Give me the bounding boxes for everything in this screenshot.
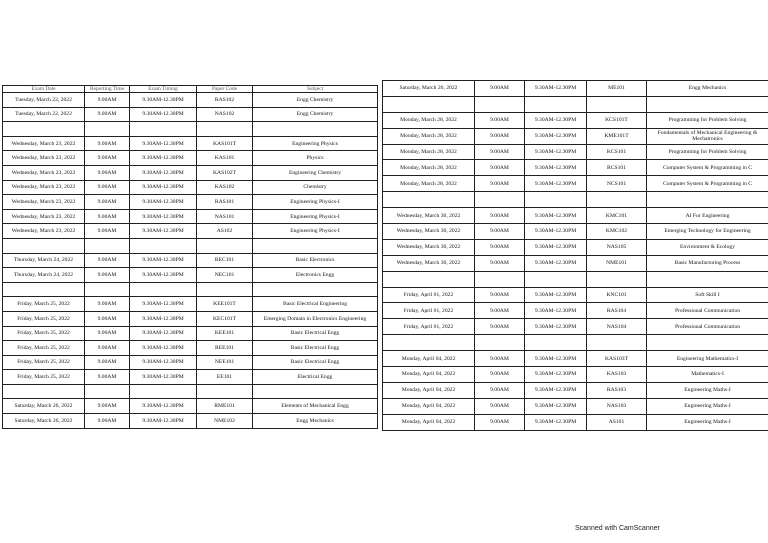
exam-timing-cell: 9.30AM-12.30PM [130,107,197,122]
exam-date-cell: Wednesday, March 23, 2022 [3,180,85,195]
paper-code-cell [587,96,647,112]
reporting-time-cell: 9.00AM [475,208,525,224]
exam-timing-cell [525,96,587,112]
subject-cell: Physics [253,151,378,166]
exam-timing-cell: 9.30AM-12.30PM [525,367,587,383]
exam-timing-cell: 9.30AM-12.30PM [525,255,587,271]
paper-code-cell: RAS101 [197,195,253,210]
table-row [3,414,378,429]
exam-date-cell: Wednesday, March 23, 2022 [3,209,85,224]
exam-timing-cell: 9.30AM-12.30PM [525,239,587,255]
subject-cell: Engineering Mathematics-I [647,351,768,367]
paper-code-cell: KCS101 [587,144,647,160]
paper-code-cell [197,122,253,137]
reporting-time-cell: 9.00AM [475,239,525,255]
table-row [383,255,768,271]
table-row [3,370,378,385]
exam-date-cell: Monday, March 28, 2022 [383,144,475,160]
exam-timing-cell: 9.30AM-12.30PM [525,160,587,176]
paper-code-cell: NAS103 [587,398,647,414]
table-row [383,81,768,97]
subject-cell: Engineering Chemistry [253,165,378,180]
table-row [383,351,768,367]
reporting-time-cell: 9.00AM [85,341,130,356]
table-row [3,311,378,326]
subject-cell [647,335,768,351]
subject-cell: Professional Communication [647,303,768,319]
paper-code-cell: KME101T [587,128,647,144]
table-row [3,355,378,370]
exam-timing-cell [525,192,587,208]
paper-code-cell: KAS102 [197,180,253,195]
exam-date-cell: Monday, April 04, 2022 [383,382,475,398]
exam-timing-cell: 9.30AM-12.30PM [130,311,197,326]
reporting-time-cell: 9.00AM [85,297,130,312]
exam-date-cell: Monday, March 28, 2022 [383,160,475,176]
exam-timing-cell: 9.30AM-12.30PM [525,303,587,319]
exam-timing-cell: 9.30AM-12.30PM [130,341,197,356]
exam-date-cell: Wednesday, March 30, 2022 [383,224,475,240]
reporting-time-cell: 9.00AM [85,107,130,122]
exam-date-cell: Friday, March 25, 2022 [3,326,85,341]
exam-date-cell [383,271,475,287]
table-row [3,209,378,224]
table-row [383,208,768,224]
subject-cell: Electronics Engg [253,268,378,283]
exam-timing-cell [130,384,197,399]
subject-cell [253,384,378,399]
table-row [383,367,768,383]
reporting-time-cell [475,271,525,287]
paper-code-cell: KAS103 [587,367,647,383]
paper-code-cell: RAS104 [587,303,647,319]
exam-date-cell: Friday, March 25, 2022 [3,311,85,326]
table-row [383,112,768,128]
subject-cell: Elements of Mechanical Engg [253,399,378,414]
exam-date-cell: Wednesday, March 23, 2022 [3,195,85,210]
subject-cell: Basic Electrical Engineering [253,297,378,312]
exam-date-cell: Thursday, March 24, 2022 [3,268,85,283]
exam-date-cell [3,282,85,297]
exam-date-cell [383,335,475,351]
subject-cell [253,122,378,137]
paper-code-cell: KAS101T [197,136,253,151]
subject-cell: Chemistry [253,180,378,195]
reporting-time-cell [475,192,525,208]
exam-date-cell: Wednesday, March 23, 2022 [3,136,85,151]
table-row [3,224,378,239]
subject-cell: Basic Electronics [253,253,378,268]
table-row [383,335,768,351]
subject-cell: Engg Chemistry [253,93,378,108]
exam-date-cell: Wednesday, March 23, 2022 [3,224,85,239]
subject-cell [253,238,378,253]
table-row [3,384,378,399]
exam-timing-cell: 9.30AM-12.30PM [130,268,197,283]
reporting-time-cell: 9.00AM [85,180,130,195]
reporting-time-cell: 9.00AM [85,165,130,180]
table-row [3,165,378,180]
paper-code-cell: KNC101 [587,287,647,303]
table-row [3,253,378,268]
subject-cell: Fundamentals of Mechanical Engineering & Mechatronics [647,128,768,144]
subject-cell [253,282,378,297]
table-row [383,319,768,335]
paper-code-cell: NAS105 [587,239,647,255]
exam-date-cell: Wednesday, March 30, 2022 [383,255,475,271]
table-row [383,271,768,287]
subject-cell: Computer System & Programming in C [647,176,768,192]
paper-code-cell: KAS102T [197,165,253,180]
table-header-row [3,86,378,93]
column-header: Exam Timing [130,86,197,93]
table-row [3,238,378,253]
subject-cell: Environment & Ecology [647,239,768,255]
exam-timing-cell: 9.30AM-12.30PM [525,112,587,128]
exam-timing-cell: 9.30AM-12.30PM [130,414,197,429]
exam-timing-cell: 9.30AM-12.30PM [525,414,587,430]
exam-timing-cell: 9.30AM-12.30PM [130,370,197,385]
subject-cell: Programming for Problem Solving [647,112,768,128]
subject-cell: Engineering Maths-I [647,414,768,430]
paper-code-cell: KEE101T [197,297,253,312]
paper-code-cell: RAS102 [197,93,253,108]
reporting-time-cell: 9.00AM [475,144,525,160]
table-row [3,195,378,210]
exam-timing-cell: 9.30AM-12.30PM [130,253,197,268]
exam-date-cell: Friday, April 01, 2022 [383,287,475,303]
subject-cell: Basic Electrical Engg [253,341,378,356]
table-row [383,414,768,430]
subject-cell: Engg Chemistry [253,107,378,122]
exam-date-cell [3,384,85,399]
reporting-time-cell: 9.00AM [475,287,525,303]
subject-cell: Emerging Domain in Electronics Engineering [253,311,378,326]
reporting-time-cell: 9.00AM [475,176,525,192]
table-row [383,224,768,240]
paper-code-cell [587,192,647,208]
exam-timing-cell: 9.30AM-12.30PM [130,399,197,414]
exam-timing-cell: 9.30AM-12.30PM [130,93,197,108]
reporting-time-cell: 9.00AM [475,414,525,430]
exam-timing-cell: 9.30AM-12.30PM [525,319,587,335]
exam-date-cell: Saturday, March 26, 2022 [383,81,475,97]
subject-cell: Basic Electrical Engg [253,355,378,370]
reporting-time-cell: 9.00AM [85,209,130,224]
reporting-time-cell: 9.00AM [85,326,130,341]
paper-code-cell: RME101 [197,399,253,414]
exam-timing-cell: 9.30AM-12.30PM [525,208,587,224]
table-row [3,268,378,283]
exam-timing-cell: 9.30AM-12.30PM [525,382,587,398]
table-row [383,287,768,303]
exam-timing-cell [525,271,587,287]
exam-date-cell: Saturday, March 26, 2022 [3,399,85,414]
exam-timing-cell: 9.30AM-12.30PM [130,297,197,312]
paper-code-cell: NME101 [587,255,647,271]
reporting-time-cell: 9.00AM [475,319,525,335]
exam-date-cell: Friday, March 25, 2022 [3,355,85,370]
table-row [3,93,378,108]
reporting-time-cell: 9.00AM [85,136,130,151]
exam-timing-cell [130,122,197,137]
reporting-time-cell: 9.00AM [85,93,130,108]
exam-timing-cell [130,238,197,253]
exam-date-cell: Monday, April 04, 2022 [383,367,475,383]
exam-timing-cell: 9.30AM-12.30PM [525,398,587,414]
exam-date-cell: Tuesday, March 22, 2022 [3,107,85,122]
table-row [383,382,768,398]
exam-timing-cell [130,282,197,297]
reporting-time-cell: 9.00AM [475,112,525,128]
paper-code-cell: RAS103 [587,382,647,398]
reporting-time-cell: 9.00AM [475,160,525,176]
subject-cell: Engg Mechanics [647,81,768,97]
exam-schedule-right-table [382,80,768,431]
exam-date-cell: Monday, March 28, 2022 [383,112,475,128]
exam-date-cell: Friday, April 01, 2022 [383,303,475,319]
reporting-time-cell: 9.00AM [85,311,130,326]
exam-timing-cell: 9.30AM-12.30PM [525,224,587,240]
reporting-time-cell: 9.00AM [85,355,130,370]
reporting-time-cell: 9.00AM [475,255,525,271]
reporting-time-cell: 9.00AM [85,195,130,210]
exam-timing-cell: 9.30AM-12.30PM [130,180,197,195]
reporting-time-cell [475,96,525,112]
subject-cell: Soft Skill I [647,287,768,303]
subject-cell: Mathematics-I [647,367,768,383]
subject-cell: AI For Engineering [647,208,768,224]
exam-timing-cell: 9.30AM-12.30PM [130,224,197,239]
exam-timing-cell: 9.30AM-12.30PM [130,209,197,224]
table-row [383,303,768,319]
subject-cell: Engineering Maths-I [647,398,768,414]
exam-date-cell: Monday, April 04, 2022 [383,414,475,430]
subject-cell: Engineering Physics-I [253,224,378,239]
exam-date-cell: Friday, March 25, 2022 [3,297,85,312]
column-header: Subject [253,86,378,93]
column-header: Reporting Time [85,86,130,93]
exam-date-cell [3,238,85,253]
table-row [3,136,378,151]
paper-code-cell: NEE101 [197,355,253,370]
subject-cell [647,271,768,287]
exam-timing-cell: 9.30AM-12.30PM [130,355,197,370]
table-row [383,160,768,176]
exam-date-cell: Wednesday, March 23, 2022 [3,165,85,180]
paper-code-cell: EE101 [197,370,253,385]
paper-code-cell: REE101 [197,341,253,356]
reporting-time-cell: 9.00AM [475,81,525,97]
table-row [383,192,768,208]
paper-code-cell: NCS101 [587,176,647,192]
exam-timing-cell: 9.30AM-12.30PM [130,195,197,210]
reporting-time-cell: 9.00AM [475,367,525,383]
exam-timing-cell: 9.30AM-12.30PM [525,351,587,367]
subject-cell: Engineering Maths-I [647,382,768,398]
table-row [383,239,768,255]
paper-code-cell: ME101 [587,81,647,97]
reporting-time-cell: 9.00AM [475,224,525,240]
table-row [383,96,768,112]
subject-cell: Basic Electrical Engg [253,326,378,341]
column-header: Exam Date [3,86,85,93]
exam-date-cell: Monday, March 28, 2022 [383,128,475,144]
subject-cell: Engineering Physics [253,136,378,151]
column-header: Paper Code [197,86,253,93]
exam-date-cell: Friday, March 25, 2022 [3,370,85,385]
paper-code-cell [197,282,253,297]
reporting-time-cell: 9.00AM [85,268,130,283]
reporting-time-cell: 9.00AM [85,253,130,268]
reporting-time-cell: 9.00AM [85,399,130,414]
paper-code-cell: KCS101T [587,112,647,128]
table-row [383,398,768,414]
exam-date-cell: Saturday, March 26, 2022 [3,414,85,429]
exam-date-cell [3,122,85,137]
exam-schedule-left-table [2,85,378,429]
subject-cell: Engineering Physics-I [253,195,378,210]
subject-cell: Programming for Problem Solving [647,144,768,160]
subject-cell: Emerging Technology for Engineering [647,224,768,240]
reporting-time-cell [85,122,130,137]
exam-date-cell [383,96,475,112]
paper-code-cell: NEC101 [197,268,253,283]
exam-date-cell: Tuesday, March 22, 2022 [3,93,85,108]
table-row [3,297,378,312]
exam-date-cell: Monday, April 04, 2022 [383,398,475,414]
exam-timing-cell [525,335,587,351]
reporting-time-cell: 9.00AM [85,151,130,166]
paper-code-cell: NME102 [197,414,253,429]
exam-date-cell: Wednesday, March 30, 2022 [383,239,475,255]
exam-timing-cell: 9.30AM-12.30PM [130,326,197,341]
reporting-time-cell: 9.00AM [475,351,525,367]
exam-date-cell [383,192,475,208]
camscanner-watermark: Scanned with CamScanner [575,525,660,532]
exam-date-cell: Thursday, March 24, 2022 [3,253,85,268]
table-row [3,151,378,166]
exam-date-cell: Wednesday, March 30, 2022 [383,208,475,224]
table-row [383,176,768,192]
subject-cell: Engg Mechanics [253,414,378,429]
exam-timing-cell: 9.30AM-12.30PM [525,144,587,160]
table-row [3,180,378,195]
paper-code-cell: KMC102 [587,224,647,240]
subject-cell: Computer System & Programming in C [647,160,768,176]
subject-cell [647,96,768,112]
reporting-time-cell: 9.00AM [475,382,525,398]
paper-code-cell: KMC101 [587,208,647,224]
exam-date-cell: Wednesday, March 23, 2022 [3,151,85,166]
paper-code-cell: KAS101 [197,151,253,166]
subject-cell: Electrical Engg [253,370,378,385]
exam-date-cell: Friday, April 01, 2022 [383,319,475,335]
reporting-time-cell [475,335,525,351]
reporting-time-cell [85,384,130,399]
exam-timing-cell: 9.30AM-12.30PM [525,176,587,192]
table-row [383,128,768,144]
exam-timing-cell: 9.30AM-12.30PM [525,128,587,144]
table-row [3,107,378,122]
table-row [3,326,378,341]
exam-timing-cell: 9.30AM-12.30PM [525,81,587,97]
paper-code-cell: RCS101 [587,160,647,176]
paper-code-cell [197,238,253,253]
exam-timing-cell: 9.30AM-12.30PM [130,136,197,151]
paper-code-cell [197,384,253,399]
reporting-time-cell [85,282,130,297]
reporting-time-cell: 9.00AM [475,398,525,414]
paper-code-cell [587,271,647,287]
paper-code-cell: KAS103T [587,351,647,367]
paper-code-cell: KEC101T [197,311,253,326]
table-row [3,341,378,356]
subject-cell: Professional Communication [647,319,768,335]
reporting-time-cell: 9.00AM [475,303,525,319]
exam-date-cell: Monday, March 28, 2022 [383,176,475,192]
subject-cell: Basic Manufacturing Process [647,255,768,271]
exam-timing-cell: 9.30AM-12.30PM [525,287,587,303]
paper-code-cell: REC101 [197,253,253,268]
subject-cell [647,192,768,208]
table-row [3,122,378,137]
exam-date-cell: Friday, March 25, 2022 [3,341,85,356]
reporting-time-cell [85,238,130,253]
exam-timing-cell: 9.30AM-12.30PM [130,165,197,180]
paper-code-cell: AS102 [197,224,253,239]
table-row [3,399,378,414]
subject-cell: Engineering Physics-I [253,209,378,224]
paper-code-cell [587,335,647,351]
reporting-time-cell: 9.00AM [85,414,130,429]
reporting-time-cell: 9.00AM [85,224,130,239]
paper-code-cell: NAS101 [197,209,253,224]
paper-code-cell: NAS102 [197,107,253,122]
exam-timing-cell: 9.30AM-12.30PM [130,151,197,166]
reporting-time-cell: 9.00AM [85,370,130,385]
table-row [3,282,378,297]
exam-date-cell: Monday, April 04, 2022 [383,351,475,367]
paper-code-cell: KEE101 [197,326,253,341]
reporting-time-cell: 9.00AM [475,128,525,144]
paper-code-cell: AS101 [587,414,647,430]
table-row [383,144,768,160]
paper-code-cell: NAS104 [587,319,647,335]
